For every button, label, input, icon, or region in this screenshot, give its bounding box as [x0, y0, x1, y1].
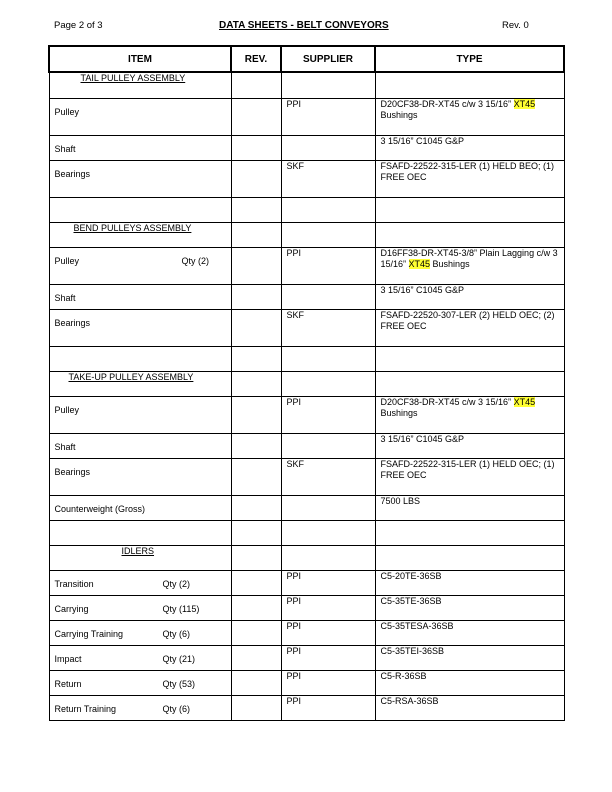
section-title-idlers: IDLERS — [121, 546, 155, 556]
supplier-cell: PPI — [281, 248, 375, 285]
item-cell: Shaft — [49, 136, 231, 161]
supplier-cell: PPI — [281, 571, 375, 596]
item-cell: Pulley — [49, 99, 231, 136]
section-title-takeup: TAKE-UP PULLEY ASSEMBLY — [68, 372, 194, 382]
supplier-cell: SKF — [281, 310, 375, 347]
blank-row — [49, 198, 564, 223]
section-row — [49, 372, 564, 397]
type-cell: D20CF38-DR-XT45 c/w 3 15/16” XT45 Bushings — [375, 397, 564, 434]
item-cell: Carrying Training Qty (6) — [49, 621, 231, 646]
item-cell: Counterweight (Gross) — [49, 496, 231, 521]
type-cell: FSAFD-22520-307-LER (2) HELD OEC; (2) FREE OEC — [375, 310, 564, 347]
table-row — [49, 496, 564, 521]
type-cell: FSAFD-22522-315-LER (1) HELD BEO; (1) FREE OEC — [375, 161, 564, 198]
section-heading — [49, 372, 231, 397]
table-row — [49, 434, 564, 459]
table-row — [49, 285, 564, 310]
table-row — [49, 596, 564, 621]
supplier-cell: SKF — [281, 459, 375, 496]
revision-label: Rev. 0 — [502, 20, 529, 31]
section-row — [49, 223, 564, 248]
supplier-cell: PPI — [281, 621, 375, 646]
section-row — [49, 72, 564, 99]
item-cell: Return Qty (53) — [49, 671, 231, 696]
supplier-cell: SKF — [281, 161, 375, 198]
supplier-cell: PPI — [281, 397, 375, 434]
table-header-row — [49, 46, 564, 72]
qty-label: Qty (2) — [162, 579, 191, 589]
type-cell: D16FF38-DR-XT45-3/8” Plain Lagging c/w 3 15/16” XT45 Bushings — [375, 248, 564, 285]
type-cell: D20CF38-DR-XT45 c/w 3 15/16” XT45 Bushings — [375, 99, 564, 136]
table-row — [49, 696, 564, 721]
page-number: Page 2 of 3 — [54, 20, 103, 31]
supplier-cell: PPI — [281, 99, 375, 136]
column-header-type: TYPE — [375, 46, 564, 72]
column-header-rev: REV. — [231, 46, 281, 72]
supplier-cell: PPI — [281, 696, 375, 721]
item-cell: Impact Qty (21) — [49, 646, 231, 671]
table-row — [49, 310, 564, 347]
page-title: DATA SHEETS - BELT CONVEYORS — [219, 20, 389, 31]
highlight: XT45 — [408, 259, 431, 269]
item-cell: Pulley — [49, 397, 231, 434]
section-title-bend: BEND PULLEYS ASSEMBLY — [73, 223, 192, 233]
qty-label: Qty (6) — [162, 704, 191, 714]
item-cell: Bearings — [49, 310, 231, 347]
blank-row — [49, 521, 564, 546]
item-cell: Return Training Qty (6) — [49, 696, 231, 721]
type-cell: C5-R-36SB — [375, 671, 564, 696]
data-sheet-table — [48, 45, 565, 721]
item-cell: Shaft — [49, 434, 231, 459]
section-heading — [49, 546, 231, 571]
supplier-cell: PPI — [281, 596, 375, 621]
item-cell: Bearings — [49, 459, 231, 496]
table-row — [49, 136, 564, 161]
table-row — [49, 99, 564, 136]
type-cell: 3 15/16” C1045 G&P — [375, 285, 564, 310]
qty-label: Qty (2) — [181, 256, 210, 266]
type-cell: FSAFD-22522-315-LER (1) HELD OEC; (1) FREE OEC — [375, 459, 564, 496]
type-cell: 3 15/16” C1045 G&P — [375, 136, 564, 161]
qty-label: Qty (6) — [162, 629, 191, 639]
table-row — [49, 459, 564, 496]
table-row — [49, 671, 564, 696]
qty-label: Qty (53) — [162, 679, 196, 689]
section-title-tail: TAIL PULLEY ASSEMBLY — [80, 73, 186, 83]
table-row — [49, 397, 564, 434]
table-row — [49, 571, 564, 596]
item-cell: Transition Qty (2) — [49, 571, 231, 596]
column-header-supplier: SUPPLIER — [281, 46, 375, 72]
type-cell: C5-35TESA-36SB — [375, 621, 564, 646]
item-cell: Carrying Qty (115) — [49, 596, 231, 621]
column-header-item: ITEM — [49, 46, 231, 72]
blank-row — [49, 347, 564, 372]
table-row — [49, 646, 564, 671]
table-row — [49, 161, 564, 198]
type-cell: 7500 LBS — [375, 496, 564, 521]
table-row — [49, 621, 564, 646]
table-row — [49, 248, 564, 285]
type-cell: C5-35TEI-36SB — [375, 646, 564, 671]
section-heading — [49, 72, 231, 99]
supplier-cell: PPI — [281, 671, 375, 696]
qty-label: Qty (115) — [162, 604, 200, 614]
section-heading — [49, 223, 231, 248]
type-cell: C5-20TE-36SB — [375, 571, 564, 596]
highlight: XT45 — [513, 397, 536, 407]
type-cell: 3 15/16” C1045 G&P — [375, 434, 564, 459]
section-row — [49, 546, 564, 571]
supplier-cell: PPI — [281, 646, 375, 671]
qty-label: Qty (21) — [162, 654, 196, 664]
type-cell: C5-RSA-36SB — [375, 696, 564, 721]
highlight: XT45 — [513, 99, 536, 109]
type-cell: C5-35TE-36SB — [375, 596, 564, 621]
item-cell: Pulley Qty (2) — [49, 248, 231, 285]
item-cell: Bearings — [49, 161, 231, 198]
item-cell: Shaft — [49, 285, 231, 310]
